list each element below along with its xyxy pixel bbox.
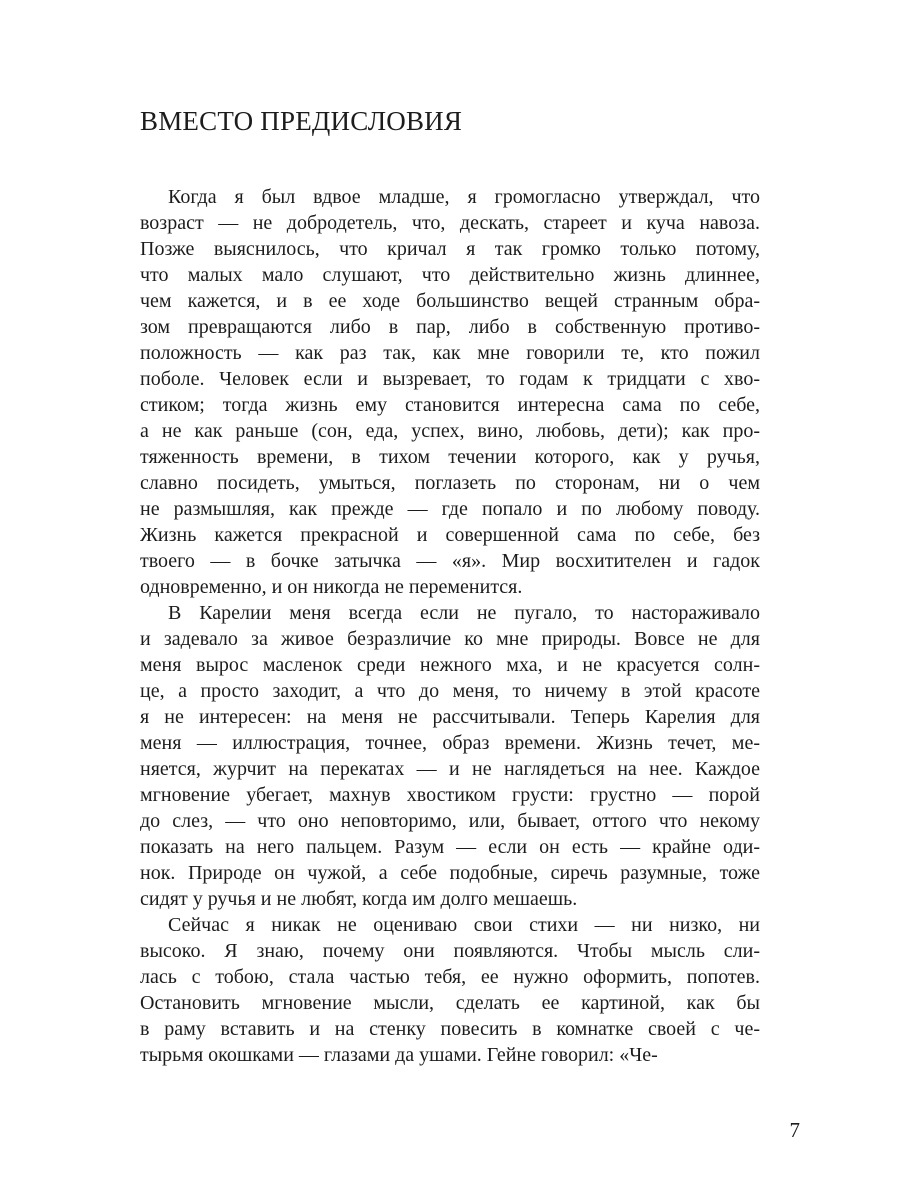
text-line: в раму вставить и на стенку повесить в комнатке своей с че- (140, 1018, 760, 1040)
text-line: не размышляя, как прежде — где попало и по любому поводу. (140, 498, 760, 520)
text-line: меня вырос масленок среди нежного мха, и не красуется солн- (140, 654, 760, 676)
paragraph (140, 184, 760, 600)
text-line: стиком; тогда жизнь ему становится интересна сама по себе, (140, 394, 760, 416)
text-line: возраст — не добродетель, что, дескать, стареет и куча навоза. (140, 212, 760, 234)
text-line: мгновение убегает, махнув хвостиком грусти: грустно — порой (140, 784, 760, 806)
text-line: твоего — в бочке затычка — «я». Мир восхитителен и гадок (140, 550, 760, 572)
chapter-title: ВМЕСТО ПРЕДИСЛОВИЯ (140, 106, 463, 136)
paragraph (140, 912, 760, 1068)
text-line: чем кажется, и в ее ходе большинство вещей странным обра- (140, 290, 760, 312)
text-line: тяженность времени, в тихом течении которого, как у ручья, (140, 446, 760, 468)
text-line: лась с тобою, стала частью тебя, ее нужно оформить, попотев. (140, 966, 760, 988)
body-text (140, 184, 760, 1068)
text-line: Жизнь кажется прекрасной и совершенной сама по себе, без (140, 524, 760, 546)
text-line: няется, журчит на перекатах — и не наглядеться на нее. Каждое (140, 758, 760, 780)
text-line: зом превращаются либо в пар, либо в собственную противо- (140, 316, 760, 338)
text-line: и задевало за живое безразличие ко мне природы. Вовсе не для (140, 628, 760, 650)
text-line: до слез, — что оно неповторимо, или, бывает, оттого что некому (140, 810, 760, 832)
text-line: Остановить мгновение мысли, сделать ее картиной, как бы (140, 992, 760, 1014)
paragraph (140, 600, 760, 912)
page-number: 7 (789, 1118, 800, 1142)
text-line: Когда я был вдвое младше, я громогласно утверждал, что (168, 186, 760, 208)
text-line: поболе. Человек если и вызревает, то годам к тридцати с хво- (140, 368, 760, 390)
text-line: Сейчас я никак не оцениваю свои стихи — ни низко, ни (168, 914, 760, 936)
text-line: нок. Природе он чужой, а себе подобные, сиречь разумные, тоже (140, 862, 760, 884)
text-line: показать на него пальцем. Разум — если он есть — крайне оди- (140, 836, 760, 858)
text-line: а не как раньше (сон, еда, успех, вино, любовь, дети); как про- (140, 420, 760, 442)
text-line: це, а просто заходит, а что до меня, то ничему в этой красоте (140, 680, 760, 702)
text-line: тырьмя окошками — глазами да ушами. Гейне говорил: «Че- (140, 1044, 658, 1066)
text-line: славно посидеть, умыться, поглазеть по сторонам, ни о чем (140, 472, 760, 494)
text-line: сидят у ручья и не любят, когда им долго мешаешь. (140, 888, 578, 910)
text-line: Позже выяснилось, что кричал я так громко только потому, (140, 238, 760, 260)
text-line: В Карелии меня всегда если не пугало, то настораживало (168, 602, 760, 624)
text-line: одновременно, и он никогда не переменится. (140, 576, 523, 598)
text-line: положность — как раз так, как мне говорили те, кто пожил (140, 342, 760, 364)
text-line: что малых мало слушают, что действительно жизнь длиннее, (140, 264, 760, 286)
text-line: меня — иллюстрация, точнее, образ времени. Жизнь течет, ме- (140, 732, 760, 754)
text-line: высоко. Я знаю, почему они появляются. Чтобы мысль сли- (140, 940, 760, 962)
text-line: я не интересен: на меня не рассчитывали. Теперь Карелия для (140, 706, 760, 728)
